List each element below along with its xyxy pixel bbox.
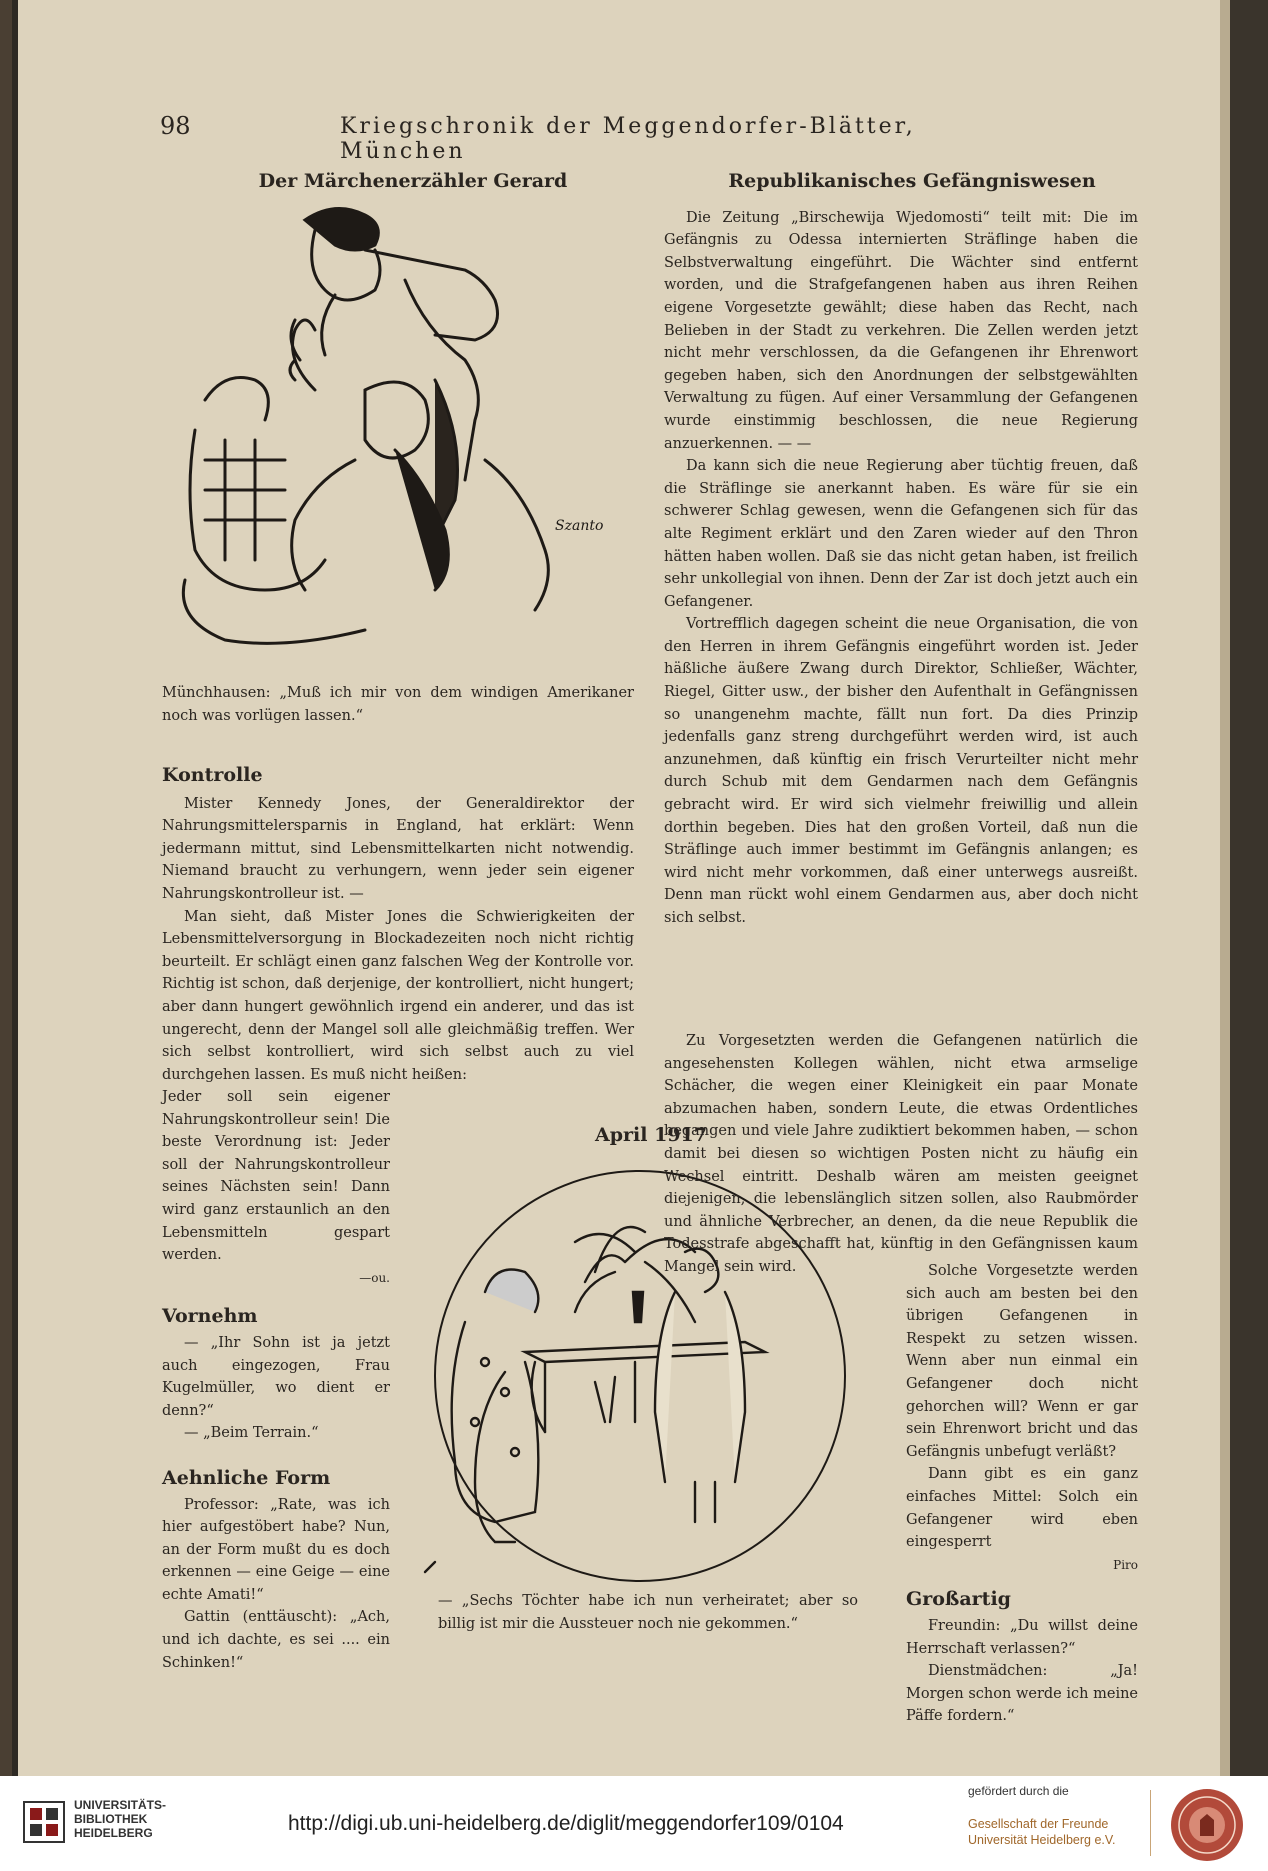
university-library-name	[74, 1798, 166, 1840]
uni-line-1: UNIVERSITÄTS-	[74, 1798, 167, 1812]
gefaengnis-paragraph-3: Vortrefflich dagegen scheint die neue Organisation, die von den Herren in ihrem Gefängnis eingeführt worden ist. Jeder häßliche äußere Zwang durch Direktor, Schließer, Wächter, Riegel, Gitter usw., der bisher den Aufenthalt in Gefängnissen so unangenehm machte, fällt nun fort. Da dies Prinzip jedenfalls ganz streng durchgeführt werden wird, ist auch anzunehmen, daß künftig ein frisch Verurteilter nicht mehr durch Schub mit dem Gendarmen nach dem Gefängnis gebracht wird. Er wird sich vielmehr freiwillig und allein dorthin begeben. Dies hat den großen Vorteil, daß nun die Sträflinge auch immer bestimmt im Gefängnis anlangen; es wird nicht mehr vorkommen, daß einer unterwegs ausreißt. Denn man rückt wohl einem Gendarmen aus, aber doch nicht sich selbst.	[664, 616, 1138, 926]
gefaengnis-paragraph-6: Dann gibt es ein ganz einfaches Mittel: Solch ein Gefangener wird eben eingesperrt	[906, 1466, 1138, 1551]
grossartig-line-2: Dienstmädchen: „Ja! Morgen schon werde ich meine Päffe fordern.“	[906, 1663, 1138, 1725]
binding-shadow	[12, 0, 18, 1776]
illustration-signature: Szanto	[555, 518, 604, 534]
running-title: Kriegschronik der Meggendorfer-Blätter, München	[340, 114, 916, 164]
kontrolle-paragraph-2: Man sieht, daß Mister Jones die Schwierigkeiten der Lebensmittelversorgung in Blockadezeiten noch nicht richtig beurteilt. Er schlägt einen ganz falschen Weg der Kontrolle vor. Richtig ist schon, daß derjenige, der kontrolliert, nicht hungert; aber dann hungert gewöhnlich irgend ein anderer, und das ist ungerecht, denn der Mangel soll alle gleichmäßig treffen. Wer sich selbst kontrolliert, wird sich selbst auch zu viel durchgehen lassen. Es muß nicht heißen:	[162, 908, 634, 1083]
gefaengnis-signature: Piro	[1113, 1557, 1138, 1572]
heading-grossartig: Großartig	[906, 1588, 1011, 1611]
binding-edge	[0, 0, 12, 1776]
left-column-top	[162, 170, 642, 193]
article-title-gefaengniswesen: Republikanisches Gefängniswesen	[728, 170, 1096, 192]
caption-april-1917: — „Sechs Töchter habe ich nun verheiratet; aber so billig ist mir die Aussteuer noch nie gekommen.“	[438, 1593, 858, 1632]
sponsor-society	[968, 1816, 1116, 1848]
right-column-continued	[664, 1030, 1138, 1279]
university-logo-icon	[20, 1798, 68, 1846]
aehnliche-form-paragraph-2: Gattin (enttäuscht): „Ach, und ich dachte, es sei .... ein Schinken!“	[162, 1609, 390, 1671]
page-edge	[1220, 0, 1230, 1776]
grossartig-line-1: Freundin: „Du willst deine Herrschaft verlassen?“	[906, 1617, 1138, 1657]
april-1917-title: April 1917	[595, 1124, 707, 1146]
aehnliche-form-paragraph-1: Professor: „Rate, was ich hier aufgestöbert habe? Nun, an der Form mußt du es doch erkennen — eine Geige — eine echte Amati!“	[162, 1496, 390, 1603]
vornehm-line-2: — „Beim Terrain.“	[184, 1425, 319, 1442]
source-url-link[interactable]: http://digi.ub.uni-heidelberg.de/diglit/meggendorfer109/0104	[288, 1812, 844, 1835]
right-column	[664, 170, 1138, 930]
heading-vornehm: Vornehm	[162, 1305, 258, 1328]
gefaengnis-paragraph-4: Zu Vorgesetzten werden die Gefangenen natürlich die angesehensten Kollegen wählen, nicht etwa armselige Schächer, die wegen einer Kleinigkeit ein paar Monate abzumachen haben, sondern Leute, die etwas Ordentliches begangen und viele Jahre zudiktiert bekommen haben, — schon damit bei diesen so wichtigen Posten nicht zu häufig ein Wechsel eintritt. Deshalb wären am meisten geeignet diejenigen, die lebenslänglich sitzen sollen, also Raubmörder und ähnliche Verbrecher, an denen, da die neue Republik die Todesstrafe abgeschafft hat, künftig in den Gefängnissen kaum Mangel sein wird.	[664, 1033, 1138, 1275]
uni-line-2: BIBLIOTHEK	[74, 1812, 148, 1826]
left-column-kontrolle	[162, 764, 634, 1086]
kontrolle-signature: —ou.	[359, 1270, 390, 1285]
gefaengnis-paragraph-2: Da kann sich die neue Regierung aber tüchtig freuen, daß die Sträflinge sie anerkannt haben. Es wäre für sie ein schwerer Schlag gewesen, wenn die Gefangenen sich für das alte Regiment erklärt und den Zaren wieder auf den Thron hätten haben wollen. Daß sie das nicht getan haben, ist freilich sehr unkollegial von ihnen. Denn der Zar ist doch jetzt auch ein Gefangener.	[664, 458, 1138, 610]
library-footer	[0, 1776, 1268, 1871]
vornehm-line-1: — „Ihr Sohn ist ja jetzt auch eingezogen, Frau Kugelmüller, wo dient er denn?“	[162, 1334, 390, 1419]
article-title-gerard: Der Märchenerzähler Gerard	[258, 170, 568, 192]
heading-aehnliche-form: Aehnliche Form	[162, 1466, 331, 1489]
left-column-narrow	[162, 1086, 390, 1674]
page-header	[160, 112, 990, 164]
caption-muenchhausen: Münchhausen: „Muß ich mir von dem windigen Amerikaner noch was vorlügen lassen.“	[162, 685, 634, 724]
funded-by-label: gefördert durch die	[968, 1784, 1069, 1798]
right-column-narrow	[906, 1260, 1138, 1728]
kontrolle-paragraph-3: Jeder soll sein eigener Nahrungskontrolleur sein! Die beste Verordnung ist: Jeder soll der Nahrungskontrolleur seines Nächsten sein! Dann wird ganz erstaunlich an den Lebensmitteln gespart werden.	[162, 1089, 390, 1264]
kontrolle-paragraph-1: Mister Kennedy Jones, der Generaldirektor der Nahrungsmittelersparnis in England, hat erklärt: Wenn jedermann mittut, sind Lebensmittelkarten nicht notwendig. Niemand braucht zu verhungern, wenn jeder sein eigener Nahrungskontrolleur ist. —	[162, 795, 634, 902]
gefaengnis-paragraph-5: Solche Vorgesetzte werden sich auch am besten bei den übrigen Gefangenen in Respekt zu setzen wissen. Wenn aber nun einmal ein Gefangener doch nicht gehorchen will? Wenn er gar sein Ehrenwort bricht und das Gefängnis unbefugt verläßt?	[906, 1263, 1138, 1460]
footer-divider	[1150, 1790, 1151, 1856]
heading-kontrolle: Kontrolle	[162, 764, 263, 786]
society-line-2: Universität Heidelberg e.V.	[968, 1833, 1116, 1847]
uni-line-3: HEIDELBERG	[74, 1826, 153, 1840]
illustration-muenchhausen	[165, 200, 635, 670]
gefaengnis-paragraph-1: Die Zeitung „Birschewija Wjedomosti“ teilt mit: Die im Gefängnis zu Odessa internierten Sträflinge haben die Selbstverwaltung eingeführt. Die Wächter sind entfernt worden, und die Strafgefangenen haben aus ihren Reihen eigene Vorgesetzte gewählt; diese haben das Recht, nach Belieben in der Stadt zu verkehren. Die Zellen werden jetzt nicht mehr verschlossen, da die Gefangenen ihr Ehrenwort gegeben haben, sich den Anordnungen der selbstgewählten Verwaltung zu fügen. Auf einer Versammlung der Gefangenen wurde einstimmig beschlossen, die neue Regierung anzuerkennen. — —	[664, 209, 1138, 452]
page-number: 98	[160, 112, 191, 140]
society-line-1: Gesellschaft der Freunde	[968, 1817, 1109, 1831]
university-seal-icon	[1168, 1786, 1246, 1864]
next-page-edge	[1230, 0, 1268, 1776]
